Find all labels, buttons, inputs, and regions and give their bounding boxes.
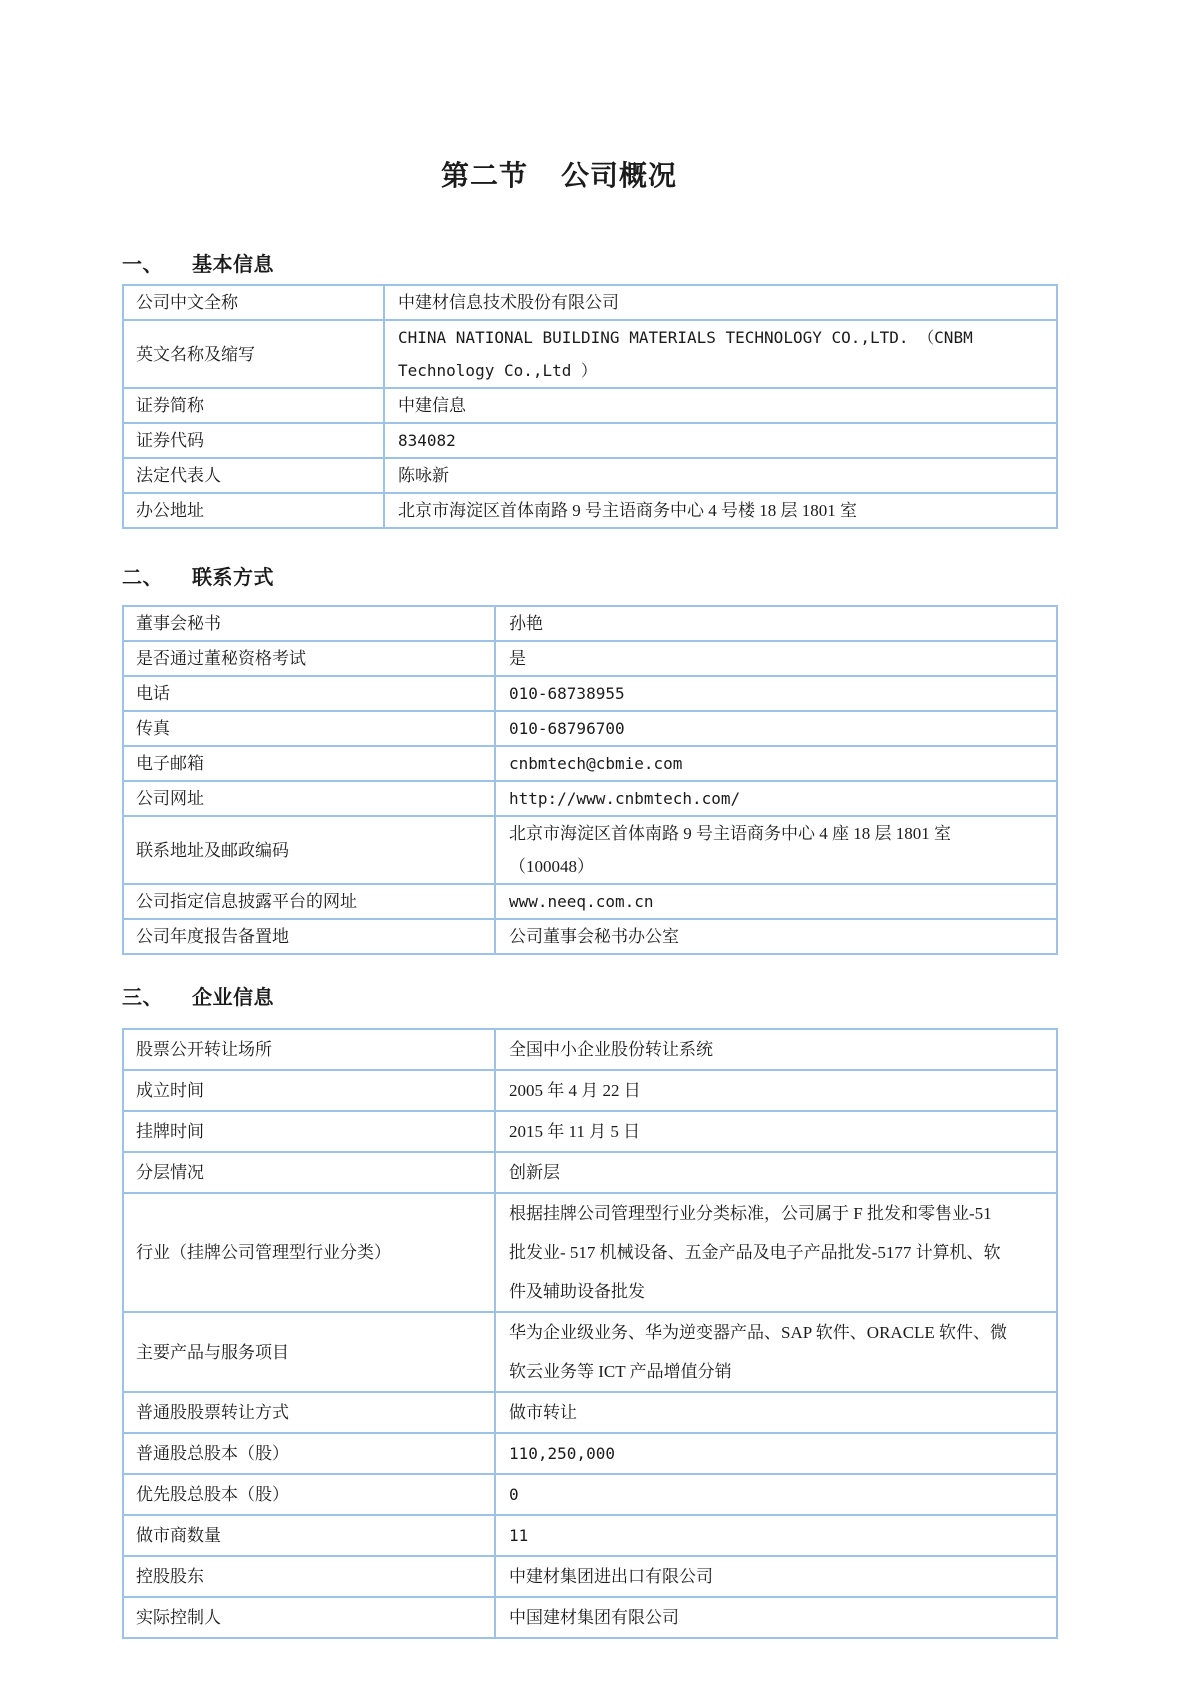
table-row [123, 816, 1057, 884]
info-table [122, 1028, 1058, 1639]
row-value: 0 [495, 1474, 1057, 1515]
info-table [122, 284, 1058, 529]
info-table-body [123, 606, 1057, 954]
row-label: 分层情况 [123, 1152, 495, 1193]
table-row [123, 493, 1057, 528]
table-row [123, 641, 1057, 676]
table-row [123, 388, 1057, 423]
row-label: 董事会秘书 [123, 606, 495, 641]
sections [122, 252, 1058, 1639]
section-heading-label: 联系方式 [192, 567, 274, 589]
table-row [123, 781, 1057, 816]
row-value: 北京市海淀区首体南路 9 号主语商务中心 4 座 18 层 1801 室（100048） [495, 816, 1057, 884]
row-value: 834082 [384, 423, 1057, 458]
row-label: 普通股股票转让方式 [123, 1392, 495, 1433]
section-heading-number: 二、 [122, 567, 163, 589]
section [122, 565, 1058, 955]
row-label: 电子邮箱 [123, 746, 495, 781]
row-label: 电话 [123, 676, 495, 711]
table-row [123, 1433, 1057, 1474]
row-label: 传真 [123, 711, 495, 746]
row-value: 2015 年 11 月 5 日 [495, 1111, 1057, 1152]
section-heading [122, 252, 1058, 278]
row-value: 全国中小企业股份转让系统 [495, 1029, 1057, 1070]
row-value: 北京市海淀区首体南路 9 号主语商务中心 4 号楼 18 层 1801 室 [384, 493, 1057, 528]
row-label: 英文名称及缩写 [123, 320, 384, 388]
section [122, 985, 1058, 1639]
row-label: 法定代表人 [123, 458, 384, 493]
row-label: 公司网址 [123, 781, 495, 816]
row-label: 股票公开转让场所 [123, 1029, 495, 1070]
row-value: 华为企业级业务、华为逆变器产品、SAP 软件、ORACLE 软件、微软云业务等 ICT 产品增值分销 [495, 1312, 1057, 1392]
row-value: 110,250,000 [495, 1433, 1057, 1474]
table-row [123, 676, 1057, 711]
row-value: 2005 年 4 月 22 日 [495, 1070, 1057, 1111]
row-value: 010-68796700 [495, 711, 1057, 746]
row-label: 公司指定信息披露平台的网址 [123, 884, 495, 919]
row-label: 公司中文全称 [123, 285, 384, 320]
table-row [123, 320, 1057, 388]
row-value: cnbmtech@cbmie.com [495, 746, 1057, 781]
table-row [123, 423, 1057, 458]
table-row [123, 1597, 1057, 1638]
table-row [123, 1474, 1057, 1515]
row-value: 中国建材集团有限公司 [495, 1597, 1057, 1638]
section [122, 252, 1058, 529]
row-value: 创新层 [495, 1152, 1057, 1193]
section-heading [122, 565, 1058, 591]
table-row [123, 1193, 1057, 1312]
row-value: 中建材信息技术股份有限公司 [384, 285, 1057, 320]
row-label: 控股股东 [123, 1556, 495, 1597]
info-table [122, 605, 1058, 955]
row-label: 联系地址及邮政编码 [123, 816, 495, 884]
table-row [123, 1111, 1057, 1152]
row-label: 实际控制人 [123, 1597, 495, 1638]
section-heading-number: 三、 [122, 987, 163, 1009]
row-value: 公司董事会秘书办公室 [495, 919, 1057, 954]
table-row [123, 711, 1057, 746]
row-label: 行业（挂牌公司管理型行业分类） [123, 1193, 495, 1312]
row-value: 中建信息 [384, 388, 1057, 423]
row-value: 010-68738955 [495, 676, 1057, 711]
table-row [123, 1152, 1057, 1193]
table-row [123, 1070, 1057, 1111]
table-row [123, 884, 1057, 919]
row-value: CHINA NATIONAL BUILDING MATERIALS TECHNOLOGY CO.,LTD. （CNBM Technology Co.,Ltd ） [384, 320, 1057, 388]
row-label: 优先股总股本（股） [123, 1474, 495, 1515]
table-row [123, 1029, 1057, 1070]
row-label: 是否通过董秘资格考试 [123, 641, 495, 676]
row-label: 证券简称 [123, 388, 384, 423]
info-table-body [123, 285, 1057, 528]
row-value: 根据挂牌公司管理型行业分类标准，公司属于 F 批发和零售业-51 批发业- 517 机械设备、五金产品及电子产品批发-5177 计算机、软件及辅助设备批发 [495, 1193, 1057, 1312]
table-row [123, 1392, 1057, 1433]
row-value: 做市转让 [495, 1392, 1057, 1433]
table-row [123, 1556, 1057, 1597]
table-row [123, 458, 1057, 493]
row-value: http://www.cnbmtech.com/ [495, 781, 1057, 816]
table-row [123, 606, 1057, 641]
row-value: 孙艳 [495, 606, 1057, 641]
section-heading-number: 一、 [122, 254, 163, 276]
page-title-section-number: 第二节 [440, 160, 528, 191]
page-title [122, 0, 996, 194]
row-label: 普通股总股本（股） [123, 1433, 495, 1474]
row-label: 证券代码 [123, 423, 384, 458]
table-row [123, 746, 1057, 781]
section-heading-label: 基本信息 [192, 254, 274, 276]
table-row [123, 919, 1057, 954]
section-heading-label: 企业信息 [192, 987, 274, 1009]
row-label: 公司年度报告备置地 [123, 919, 495, 954]
table-row [123, 1515, 1057, 1556]
row-label: 做市商数量 [123, 1515, 495, 1556]
row-value: 11 [495, 1515, 1057, 1556]
row-value: 是 [495, 641, 1057, 676]
section-heading [122, 985, 1058, 1011]
row-value: www.neeq.com.cn [495, 884, 1057, 919]
row-value: 陈咏新 [384, 458, 1057, 493]
page-title-text: 公司概况 [561, 160, 678, 191]
row-label: 主要产品与服务项目 [123, 1312, 495, 1392]
row-value: 中建材集团进出口有限公司 [495, 1556, 1057, 1597]
row-label: 办公地址 [123, 493, 384, 528]
info-table-body [123, 1029, 1057, 1638]
page-content [122, 0, 1058, 1639]
table-row [123, 285, 1057, 320]
row-label: 挂牌时间 [123, 1111, 495, 1152]
row-label: 成立时间 [123, 1070, 495, 1111]
table-row [123, 1312, 1057, 1392]
